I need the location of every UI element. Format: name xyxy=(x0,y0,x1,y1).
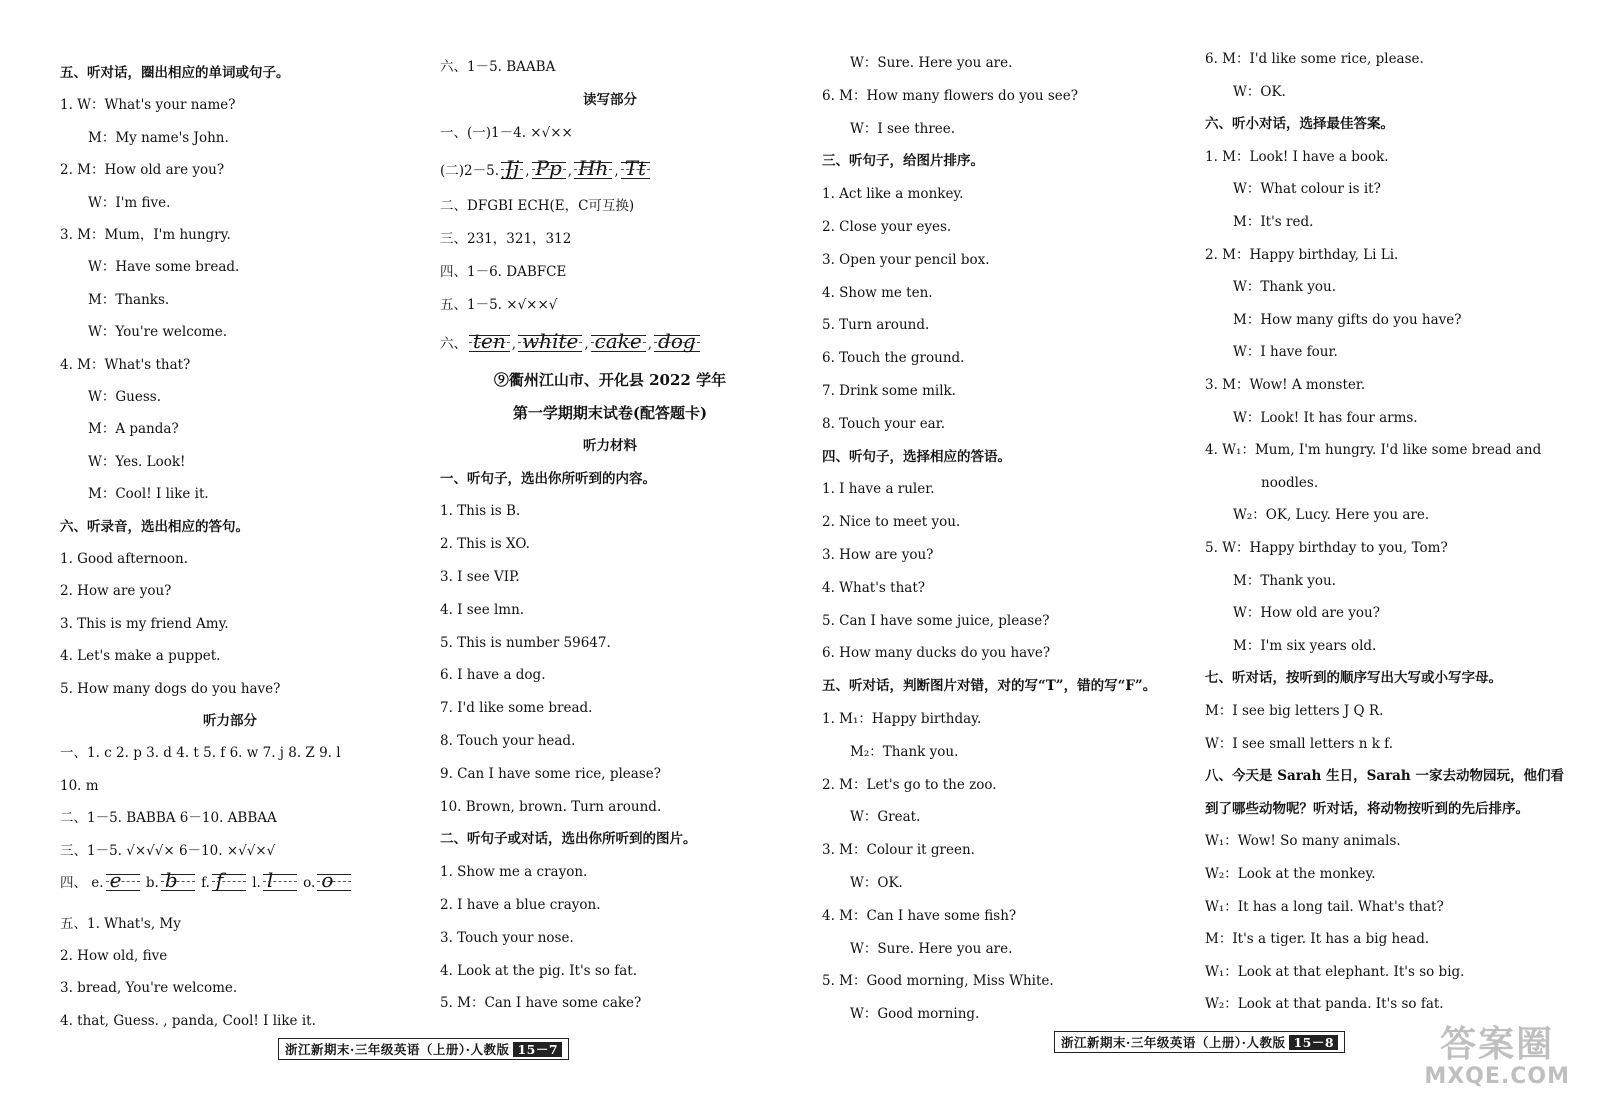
handwriting-prefix: 四、 xyxy=(60,875,87,891)
separator-comma: , xyxy=(647,335,653,352)
text-line: 2. M：Happy birthday, Li Li. xyxy=(1205,246,1399,263)
text-line: 五、1－5. ×√××√ xyxy=(440,296,558,313)
watermark-url: MXQE.COM xyxy=(1424,1064,1570,1089)
handwriting-row xyxy=(440,328,702,353)
text-line: 二、DFGBI ECH(E，C可互换) xyxy=(440,198,635,215)
section-heading: 二、听句子或对话，选出你所听到的图片。 xyxy=(440,831,697,848)
separator-comma: , xyxy=(567,163,573,180)
text-line: W：I see three. xyxy=(850,120,956,137)
footer-right xyxy=(1054,1031,1345,1053)
section-heading: 听力部分 xyxy=(203,713,257,729)
text-line: 1. Good afternoon. xyxy=(60,551,188,567)
text-line: 10. m xyxy=(60,777,99,794)
text-line: 1. M₁：Happy birthday. xyxy=(822,711,982,727)
footer-left-page: 15－7 xyxy=(513,1042,562,1057)
text-line: 4. What's that? xyxy=(822,579,925,596)
text-line: M：Cool! I like it. xyxy=(88,486,209,503)
text-line: 1. M：Look! I have a book. xyxy=(1205,148,1389,165)
text-line: 三、1－5. √×√√× 6－10. ×√√×√ xyxy=(60,842,276,859)
separator-comma: , xyxy=(614,163,619,180)
text-line: W：OK. xyxy=(1233,83,1286,100)
text-line: W：How old are you? xyxy=(1233,605,1380,622)
text-line: 2. How old, five xyxy=(60,947,168,964)
handwriting-prefix: (二)2－5. xyxy=(440,163,500,180)
text-line: 6. M：How many flowers do you see? xyxy=(822,87,1078,104)
text-line: 3. M：Wow! A monster. xyxy=(1205,377,1366,393)
separator-comma: , xyxy=(525,163,530,180)
text-line: 2. I have a blue crayon. xyxy=(440,897,601,914)
text-line: 1. I have a ruler. xyxy=(822,481,935,498)
section-heading: 六、听小对话，选择最佳答案。 xyxy=(1205,116,1394,133)
text-line: 5. How many dogs do you have? xyxy=(60,680,281,697)
text-line: W：Great. xyxy=(850,809,921,826)
text-line: W：Have some bread. xyxy=(88,259,240,276)
text-line: W₁：Wow! So many animals. xyxy=(1205,833,1401,850)
text-line: M：My name's John. xyxy=(88,129,229,146)
text-line: 9. Can I have some rice, please? xyxy=(440,765,662,782)
text-line: M：I'm six years old. xyxy=(1233,637,1377,654)
answer-label: l. xyxy=(247,875,261,891)
watermark xyxy=(1424,1026,1570,1089)
text-line: 3. How are you? xyxy=(822,547,934,563)
text-line: 5. This is number 59647. xyxy=(440,634,611,651)
text-line: 2. This is XO. xyxy=(440,536,530,553)
section-heading: 到了哪些动物呢？听对话，将动物按听到的先后排序。 xyxy=(1205,800,1529,817)
text-line: 6. I have a dog. xyxy=(440,667,546,684)
section-heading: 八、今天是 Sarah 生日，Sarah 一家去动物园玩，他们看 xyxy=(1205,768,1564,785)
text-line: W：Good morning. xyxy=(850,1006,980,1023)
text-line: W：I'm five. xyxy=(88,194,171,211)
answer-label: b. xyxy=(141,875,159,891)
section-heading: 四、听句子，选择相应的答语。 xyxy=(822,448,1011,465)
handwritten-word: white xyxy=(518,331,582,352)
text-line: M：Thank you. xyxy=(1233,572,1336,589)
text-line: W：Guess. xyxy=(88,389,161,405)
answer-label: f. xyxy=(196,875,210,891)
text-line: 4. Show me ten. xyxy=(822,284,933,301)
text-line: 五、1. What's, My xyxy=(60,915,181,932)
section-heading: 七、听对话，按听到的顺序写出大写或小写字母。 xyxy=(1205,670,1502,687)
separator-comma: , xyxy=(584,335,589,352)
handwritten-letter: l xyxy=(263,870,297,891)
section-heading: 一、听句子，选出你所听到的内容。 xyxy=(440,470,656,487)
handwritten-word: cake xyxy=(591,331,646,352)
text-line: 2. How are you? xyxy=(60,583,172,600)
text-line: M：I see big letters J Q R. xyxy=(1205,703,1384,719)
handwritten-letter: f xyxy=(212,870,246,891)
text-line: W₁：It has a long tail. What's that? xyxy=(1205,898,1444,915)
handwritten-letter: e xyxy=(106,870,140,891)
text-line: M：It's a tiger. It has a big head. xyxy=(1205,931,1430,948)
text-line: W：I have four. xyxy=(1233,344,1338,361)
text-line: 8. Touch your ear. xyxy=(822,415,945,432)
text-line: 4. M：What's that? xyxy=(60,356,191,373)
text-line: 5. Can I have some juice, please? xyxy=(822,612,1050,629)
text-line: 4. that, Guess. , panda, Cool! I like it. xyxy=(60,1012,316,1029)
section-heading: 读写部分 xyxy=(583,91,637,108)
text-line: W₂：OK, Lucy. Here you are. xyxy=(1233,507,1430,524)
text-line: 6. Touch the ground. xyxy=(822,350,965,367)
text-line: 7. I'd like some bread. xyxy=(440,700,593,717)
text-line: 4. Let's make a puppet. xyxy=(60,648,221,665)
text-line: 1. Act like a monkey. xyxy=(822,186,964,203)
section-heading: ⑨衢州江山市、开化县 2022 学年 xyxy=(493,371,727,390)
text-line: 2. Close your eyes. xyxy=(822,219,952,235)
text-line: 8. Touch your head. xyxy=(440,733,576,750)
text-line: 4. W₁：Mum, I'm hungry. I'd like some bread and xyxy=(1205,442,1542,459)
text-line: 2. M：Let's go to the zoo. xyxy=(822,776,997,793)
text-line: 3. Open your pencil box. xyxy=(822,251,990,268)
answer-label: o. xyxy=(298,875,316,891)
text-line: W：I see small letters n k f. xyxy=(1205,735,1393,752)
section-heading: 五、听对话，判断图片对错，对的写“T”，错的写“F”。 xyxy=(822,678,1157,695)
handwritten-letter: b xyxy=(161,870,195,891)
text-line: 6. How many ducks do you have? xyxy=(822,645,1051,662)
handwritten-word: Tt xyxy=(621,158,650,179)
footer-left xyxy=(278,1038,569,1060)
footer-left-text: 浙江新期末·三年级英语（上册）·人教版 xyxy=(285,1042,510,1057)
text-line: 1. Show me a crayon. xyxy=(440,864,588,881)
text-line: 4. Look at the pig. It's so fat. xyxy=(440,962,638,979)
text-line: M：It's red. xyxy=(1233,214,1314,230)
text-line: 3. Touch your nose. xyxy=(440,929,574,946)
text-line: 7. Drink some milk. xyxy=(822,383,956,399)
text-line: W₁：Look at that elephant. It's so big. xyxy=(1205,963,1465,980)
footer-right-page: 15－8 xyxy=(1289,1035,1338,1050)
text-line: 二、1－5. BABBA 6－10. ABBAA xyxy=(60,810,277,827)
text-line: 5. M：Can I have some cake? xyxy=(440,995,642,1012)
text-line: noodles. xyxy=(1261,474,1319,491)
text-line: W：Sure. Here you are. xyxy=(850,55,1013,71)
text-line: W：Sure. Here you are. xyxy=(850,940,1013,957)
text-line: 2. Nice to meet you. xyxy=(822,514,961,531)
section-heading: 听力材料 xyxy=(583,437,637,454)
watermark-logo: 答案圈 xyxy=(1440,1024,1555,1065)
text-line: 3. M：Colour it green. xyxy=(822,842,975,859)
section-heading: 三、听句子，给图片排序。 xyxy=(822,153,984,170)
text-line: M：How many gifts do you have? xyxy=(1233,311,1462,328)
footer-right-text: 浙江新期末·三年级英语（上册）·人教版 xyxy=(1061,1035,1286,1050)
text-line: M：Thanks. xyxy=(88,291,170,308)
text-line: W：Yes. Look! xyxy=(88,453,186,470)
text-line: 5. M：Good morning, Miss White. xyxy=(822,973,1054,990)
text-line: W：You're welcome. xyxy=(88,324,228,341)
text-line: W₂：Look at that panda. It's so fat. xyxy=(1205,996,1444,1013)
text-line: 3. I see VIP. xyxy=(440,569,520,586)
section-heading: 六、听录音，选出相应的答句。 xyxy=(60,518,249,535)
text-line: W：What colour is it? xyxy=(1233,181,1381,198)
text-line: 三、231，321，312 xyxy=(440,231,572,248)
text-line: 1. W：What's your name? xyxy=(60,97,236,114)
section-heading: 五、听对话，圈出相应的单词或句子。 xyxy=(60,65,290,81)
text-line: 5. Turn around. xyxy=(822,317,930,334)
text-line: 1. This is B. xyxy=(440,503,521,520)
answer-label: e. xyxy=(87,875,104,891)
handwritten-word: dog xyxy=(654,331,700,352)
text-line: 一、1. c 2. p 3. d 4. t 5. f 6. w 7. j 8. Z 9. l xyxy=(60,745,341,762)
text-line: 6. M：I'd like some rice, please. xyxy=(1205,51,1424,67)
text-line: W：Thank you. xyxy=(1233,279,1337,296)
handwriting-row xyxy=(60,870,353,892)
text-line: M₂：Thank you. xyxy=(850,743,959,760)
text-line: W₂：Look at the monkey. xyxy=(1205,866,1376,882)
text-line: 3. bread, You're welcome. xyxy=(60,980,238,997)
text-line: 四、1－6. DABFCE xyxy=(440,264,567,280)
handwritten-word: Jj xyxy=(501,158,523,179)
handwritten-word: ten xyxy=(469,331,510,352)
handwritten-letter: o xyxy=(317,870,351,891)
text-line: 5. W：Happy birthday to you, Tom? xyxy=(1205,540,1448,556)
text-line: 4. I see lmn. xyxy=(440,601,525,618)
text-line: 2. M：How old are you? xyxy=(60,162,225,179)
handwritten-word: Hh xyxy=(574,158,612,179)
text-line: W：OK. xyxy=(850,875,903,891)
text-line: 3. This is my friend Amy. xyxy=(60,615,229,632)
text-line: M：A panda? xyxy=(88,421,179,438)
text-line: 10. Brown, brown. Turn around. xyxy=(440,798,662,815)
text-line: 3. M：Mum，I'm hungry. xyxy=(60,227,231,243)
text-line: 六、1－5. BAABA xyxy=(440,59,556,75)
handwriting-row xyxy=(440,158,652,180)
handwritten-word: Pp xyxy=(532,158,566,179)
section-heading: 第一学期期末试卷(配答题卡) xyxy=(512,404,708,423)
handwriting-prefix: 六、 xyxy=(440,335,467,352)
text-line: 4. M：Can I have some fish? xyxy=(822,907,1017,924)
text-line: 一、(一)1－4. ×√×× xyxy=(440,124,573,141)
separator-comma: , xyxy=(511,335,517,352)
text-line: W：Look! It has four arms. xyxy=(1233,409,1418,426)
